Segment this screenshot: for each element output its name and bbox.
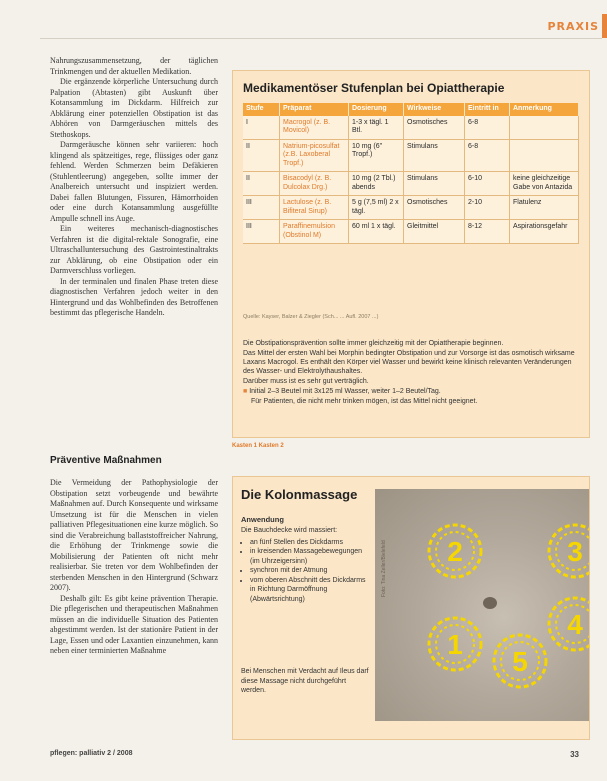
cell-eintritt: 2-10: [465, 196, 510, 220]
section-heading: Präventive Maßnahmen: [50, 455, 162, 466]
box-title: Die Kolonmassage: [241, 487, 358, 502]
section-tag: PRAXIS: [547, 20, 599, 33]
box-paragraph: Das Mittel der ersten Wahl bei Morphin bedingter Obstipation und zur Vorsorge ist das osmotisch wirksame Laxans Macrogol. Es enthält den Körper viel Wasser und bewirkt keine klinisch relevanten Veränderungen des Wasser- und Elektrolythaushaltes.: [243, 350, 575, 375]
cell-anmerkung: [510, 139, 579, 172]
paragraph: Ein weiteres mechanisch-diagnostisches Verfahren ist die digital-rektale Sonografie, eine Ultraschalluntersuchung des Gastrointestinaltrakts zur Abklärung, ob eine Obstipation oder ein Darmverschluss vorliegen.: [50, 224, 218, 275]
cell-wirkweise: Osmotisches: [404, 196, 465, 220]
marker-number: 4: [567, 609, 583, 640]
massage-markers: [375, 489, 589, 721]
medication-table: [243, 103, 579, 244]
paragraph: Die ergänzende körperliche Untersuchung durch Palpation (Abtasten) gibt Auskunft über Kotansammlung im Dickdarm. Hilfreich zur Abklärung einer potenziellen Obstipation ist das Abhören von Darmgeräuschen mittels des Stethoskops.: [50, 77, 218, 139]
cell-dosierung: 10 mg (2 Tbl.) abends: [349, 172, 404, 196]
cell-dosierung: 10 mg (6" Tropf.): [349, 139, 404, 172]
paragraph: Nahrungszusammensetzung, der täglichen Trinkmengen und der aktuellen Medikation.: [50, 56, 218, 76]
kolonmassage-box: [232, 476, 590, 740]
cell-anmerkung: [510, 116, 579, 140]
cell-stufe: II: [243, 139, 280, 172]
list-item: • vom oberen Abschnitt des Dickdarms in Richtung Darmöffnung (Abwärtsrichtung): [250, 576, 367, 605]
table-header: Stufe: [243, 103, 280, 116]
cell-eintritt: 6-8: [465, 116, 510, 140]
paragraph: Deshalb gilt: Es gibt keine prävention Therapie. Die pflegerischen und therapeutischen Maßnahmen müssen an die individuelle Situation des Patienten abgestimmt werden. Ist der stationäre Patient in der Lage, Essen und oder Laxantien einzunehmen, kann neben einer terminierten Maßnahme: [50, 593, 218, 655]
cell-praeparat: Bisacodyl (z. B. Dulcolax Drg.): [280, 172, 349, 196]
stufenplan-box: [232, 70, 590, 438]
marker-1: [429, 618, 481, 670]
photo-credit: Foto: Tina Zeller/Bielefeld: [381, 540, 387, 597]
box-paragraph: Darüber muss ist es sehr gut verträglich.: [243, 378, 369, 385]
bullet-list: [241, 538, 367, 605]
cell-eintritt: 6-8: [465, 139, 510, 172]
table-header: Dosierung: [349, 103, 404, 116]
box-paragraph: Für Patienten, die nicht mehr trinken mögen, ist das Mittel nicht geeignet.: [251, 398, 478, 405]
cell-dosierung: 60 ml 1 x tägl.: [349, 220, 404, 244]
list-item: • synchron mit der Atmung: [250, 566, 367, 576]
warning-text: Bei Menschen mit Verdacht auf Ileus darf diese Massage nicht durchgeführt werden.: [241, 668, 369, 694]
table-row: [243, 139, 579, 172]
cell-praeparat: Paraffinemulsion (Obstinol M): [280, 220, 349, 244]
bullet-text: Initial 2–3 Beutel mit 3x125 ml Wasser, weiter 1–2 Beutel/Tag.: [249, 388, 441, 395]
paragraph: Die Vermeidung der Pathophysiologie der Obstipation setzt vorbeugende und bewährte Maßnahmen auf. Durch Konsequente und wirksame Umsetzung ist für die Menschen in vielen palliativen Pflegesituationen eine kurze möglich. So sind die Verabreichung ballaststoffreicher Nahrung, die Erhöhung der Trinkmenge sowie die Mobilisierung der Patienten oft nicht mehr realisierbar. Sie treten vor dem Wohlbefinden der sterbenden Menschen in den Hintergrund (Schwarz 2007).: [50, 478, 218, 592]
box-title: Medikamentöser Stufenplan bei Opiattherapie: [243, 81, 505, 95]
page-number: 33: [570, 750, 579, 759]
left-column: [50, 56, 218, 319]
cell-wirkweise: Stimulans: [404, 172, 465, 196]
cell-anmerkung: Flatulenz: [510, 196, 579, 220]
cell-dosierung: 1-3 x tägl. 1 Btl.: [349, 116, 404, 140]
cell-stufe: III: [243, 220, 280, 244]
box-text: [243, 339, 579, 407]
cell-anmerkung: Aspirationsgefahr: [510, 220, 579, 244]
cell-stufe: I: [243, 116, 280, 140]
lower-left-column: [50, 478, 218, 657]
header-rule: [40, 38, 602, 39]
box-paragraph: Die Obstipationsprävention sollte immer gleichzeitig mit der Opiattherapie beginnen.: [243, 340, 504, 347]
marker-2: [429, 525, 481, 577]
cell-wirkweise: Stimulans: [404, 139, 465, 172]
cell-stufe: III: [243, 196, 280, 220]
table-header: Präparat: [280, 103, 349, 116]
marker-4: [549, 598, 589, 650]
table-header: Wirkweise: [404, 103, 465, 116]
cell-praeparat: Macrogol (z. B. Movicol): [280, 116, 349, 140]
list-item: • an fünf Stellen des Dickdarms: [250, 538, 367, 548]
paragraph: Darmgeräusche können sehr variieren: hoch klingend als spätzeitiges, rege, flüssiges oder ganz fehlend. Werden Schmerzen beim Defäkieren (Stuhlentleerung) angegeben, sollte immer der Analbereich untersucht und inspiziert werden. Dabei fallen Blutungen, Fissuren, Hämorrhoiden oder eine durch Kotansammlung ausgefüllte Ampulle schnell ins Auge.: [50, 140, 218, 223]
marker-number: 2: [447, 536, 463, 567]
cell-anmerkung: keine gleichzeitige Gabe von Antazida: [510, 172, 579, 196]
table-header: Anmerkung: [510, 103, 579, 116]
cell-praeparat: Lactulose (z. B. Bifiteral Sirup): [280, 196, 349, 220]
abdomen-photo: [375, 489, 589, 721]
cell-stufe: II: [243, 172, 280, 196]
paragraph: In der terminalen und finalen Phase treten diese diagnostischen Verfahren jedoch weiter in den Hintergrund und das Wohlbefinden des Betroffenen bestimmt das pflegerische Handeln.: [50, 276, 218, 317]
cell-wirkweise: Osmotisches: [404, 116, 465, 140]
cell-eintritt: 6-10: [465, 172, 510, 196]
table-row: [243, 172, 579, 196]
marker-3: [549, 525, 589, 577]
box-subtitle: Anwendung: [241, 515, 284, 524]
cell-wirkweise: Gleitmittel: [404, 220, 465, 244]
intro-text: Die Bauchdecke wird massiert:: [241, 527, 338, 534]
marker-number: 1: [447, 629, 463, 660]
cell-dosierung: 5 g (7,5 ml) 2 x tägl.: [349, 196, 404, 220]
table-row: [243, 220, 579, 244]
marker-number: 5: [512, 646, 528, 677]
journal-name: pflegen: palliativ 2 / 2008: [50, 750, 133, 757]
section-tag-bar: [602, 14, 607, 38]
list-item: • in kreisenden Massagebewegungen (im Uhrzeigersinn): [250, 547, 367, 566]
table-header: Eintritt in: [465, 103, 510, 116]
cell-praeparat: Natrium-picosulfat (z.B. Laxoberal Tropf.): [280, 139, 349, 172]
box-text: [241, 526, 367, 604]
table-row: [243, 116, 579, 140]
bullet-icon: ■: [243, 388, 250, 395]
box-links[interactable]: Kasten 1 Kasten 2: [232, 443, 284, 449]
box-bullet: [243, 387, 579, 396]
table-row: [243, 196, 579, 220]
cell-eintritt: 8-12: [465, 220, 510, 244]
table-caption: Quelle: Kayser, Balzer & Ziegler (Sch... ... Aufl. 2007 ...): [243, 314, 379, 320]
marker-number: 3: [567, 536, 583, 567]
marker-5: [494, 635, 546, 687]
